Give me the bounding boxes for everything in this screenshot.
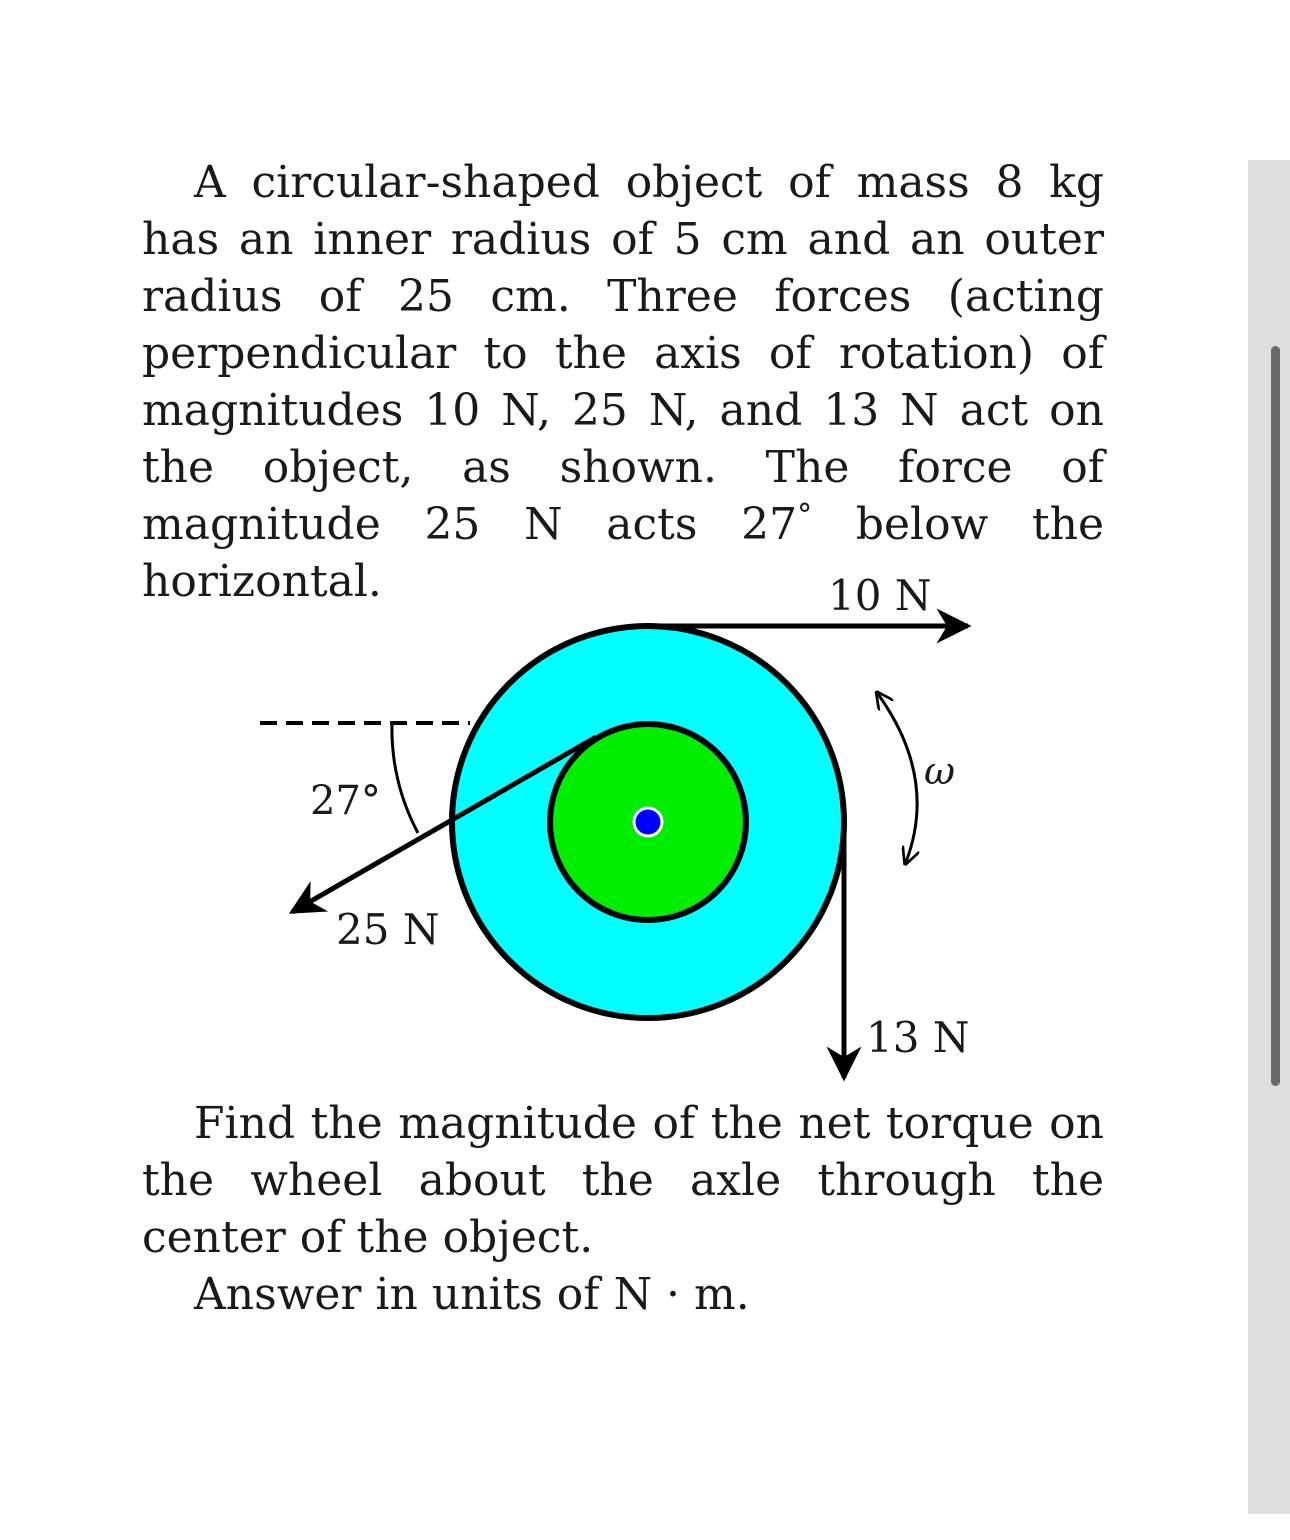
label-25n: 25 N <box>336 905 440 954</box>
degree-symbol: ° <box>797 498 813 533</box>
angle-arc <box>392 723 418 833</box>
axle-dot <box>634 808 662 836</box>
label-13n: 13 N <box>866 1013 970 1062</box>
problem-intro-text: A circular-shaped object of mass 8 kg has an inner radius of 5 cm and an outer radius of 25 cm. Three forces (acting perpendicular to the axis of rotation) of magnitudes 10 N, 25 N, and 13 N act on the object, as shown. The force of magnitude 25 N acts 27 <box>142 157 1104 550</box>
label-omega: ω <box>924 749 955 793</box>
problem-intro-end: below the horizontal. <box>142 499 1104 607</box>
label-angle: 27° <box>310 778 381 824</box>
label-10n: 10 N <box>828 571 932 620</box>
scrollbar-thumb[interactable] <box>1271 346 1280 1086</box>
omega-rotation-arrow <box>878 694 917 862</box>
answer-units: Answer in units of N · m. <box>194 1269 750 1320</box>
problem-question: Find the magnitude of the net torque on the wheel about the axle through the center of the object. <box>142 1098 1104 1263</box>
scrollbar-track[interactable] <box>1248 160 1290 1514</box>
